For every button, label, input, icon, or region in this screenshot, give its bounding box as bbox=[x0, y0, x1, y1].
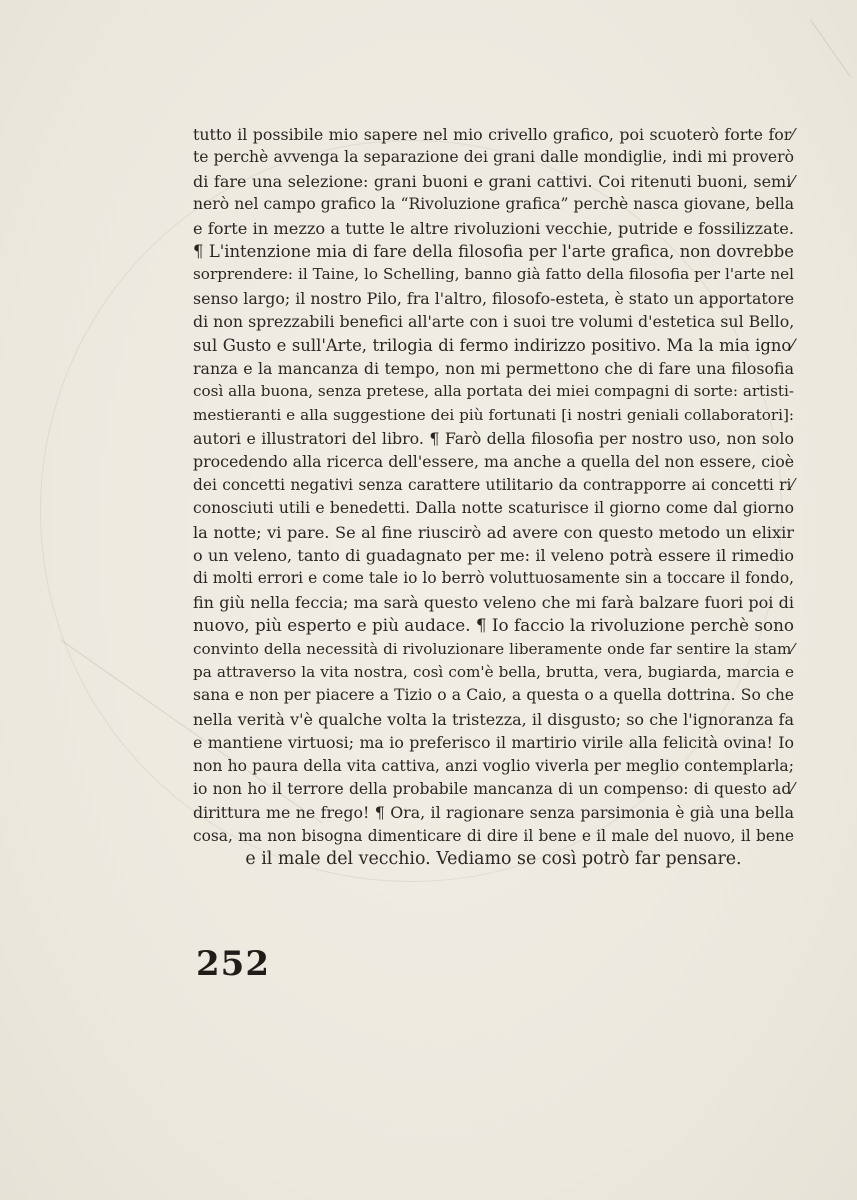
text-line: tutto il possibile mio sapere nel mio crivello grafico, poi scuoterò forte for⁄ bbox=[193, 125, 794, 144]
text-line: nella verità v'è qualche volta la tristezza, il disgusto; so che l'ignoranza fa bbox=[193, 709, 794, 729]
text-line: dirittura me ne frego! ¶ Ora, il ragionare senza parsimonia è già una bella bbox=[193, 803, 794, 823]
text-line: e mantiene virtuosi; ma io preferisco il martirio virile alla felicità ovina! Io bbox=[193, 733, 794, 753]
text-line: sul Gusto e sull'Arte, trilogia di fermo indirizzo positivo. Ma la mia igno⁄ bbox=[193, 335, 794, 355]
text-line: e forte in mezzo a tutte le altre rivoluzioni vecchie, putride e fossilizzate. bbox=[193, 218, 794, 238]
text-line: non ho paura della vita cattiva, anzi voglio viverla per meglio contemplarla; bbox=[193, 756, 794, 775]
text-line: sana e non per piacere a Tizio o a Caio, a questa o a quella dottrina. So che bbox=[193, 686, 794, 705]
text-line: cosa, ma non bisogna dimenticare di dire il bene e il male del nuovo, il bene bbox=[193, 826, 794, 845]
text-line: sorprendere: il Taine, lo Schelling, banno già fatto della filosofia per l'arte nel bbox=[193, 265, 794, 284]
text-line: ¶ L'intenzione mia di fare della filosofia per l'arte grafica, non dovrebbe bbox=[193, 241, 794, 261]
text-line: te perchè avvenga la separazione dei grani dalle mondiglie, indi mi proverò bbox=[193, 148, 794, 167]
text-line: autori e illustratori del libro. ¶ Farò della filosofia per nostro uso, non solo bbox=[193, 429, 794, 449]
text-line: di fare una selezione: grani buoni e grani cattivi. Coi ritenuti buoni, semi⁄ bbox=[193, 171, 794, 191]
text-line: nerò nel campo grafico la “Rivoluzione grafica” perchè nasca giovane, bella bbox=[193, 195, 794, 214]
text-line: ranza e la mancanza di tempo, non mi permettono che di fare una filosofia bbox=[193, 358, 794, 378]
text-line: conosciuti utili e benedetti. Dalla notte scaturisce il giorno come dal giorno bbox=[193, 499, 794, 518]
text-line: senso largo; il nostro Pilo, fra l'altro, filosofo-esteta, è stato un apportatore bbox=[193, 288, 795, 308]
text-line: convinto della necessità di rivoluzionare liberamente onde far sentire la stam⁄ bbox=[193, 639, 794, 658]
text-line: mestieranti e alla suggestione dei più fortunati [i nostri geniali collaboratori]: bbox=[193, 405, 794, 424]
text-line: procedendo alla ricerca dell'essere, ma anche a quella del non essere, cioè bbox=[193, 452, 795, 472]
text-line: la notte; vi pare. Se al fine riuscirò ad avere con questo metodo un elixir bbox=[193, 522, 794, 542]
text-line: dei concetti negativi senza carattere utilitario da contrapporre ai concetti ri⁄ bbox=[193, 475, 794, 494]
text-line: di molti errori e come tale io lo berrò voluttuosamente sin a toccare il fondo, bbox=[193, 569, 794, 588]
page-number: 252 bbox=[196, 944, 270, 984]
text-line: io non ho il terrore della probabile mancanza di un compenso: di questo ad⁄ bbox=[193, 779, 794, 798]
text-line: nuovo, più esperto e più audace. ¶ Io faccio la rivoluzione perchè sono bbox=[193, 615, 794, 636]
text-line: pa attraverso la vita nostra, così com'è bella, brutta, vera, bugiarda, marcia e bbox=[193, 662, 794, 681]
text-line: così alla buona, senza pretese, alla portata dei miei compagni di sorte: artisti- bbox=[193, 382, 794, 401]
text-line: di non sprezzabili benefici all'arte con i suoi tre volumi d'estetica sul Bello, bbox=[193, 312, 795, 332]
text-line: fin giù nella feccia; ma sarà questo veleno che mi farà balzare fuori poi di bbox=[193, 592, 794, 612]
fold-line-right bbox=[810, 19, 851, 77]
text-line: o un veleno, tanto di guadagnato per me: il veleno potrà essere il rimedio bbox=[193, 546, 794, 566]
text-line: e il male del vecchio. Vediamo se così potrò far pensare. bbox=[245, 849, 742, 870]
body-text bbox=[193, 123, 794, 872]
